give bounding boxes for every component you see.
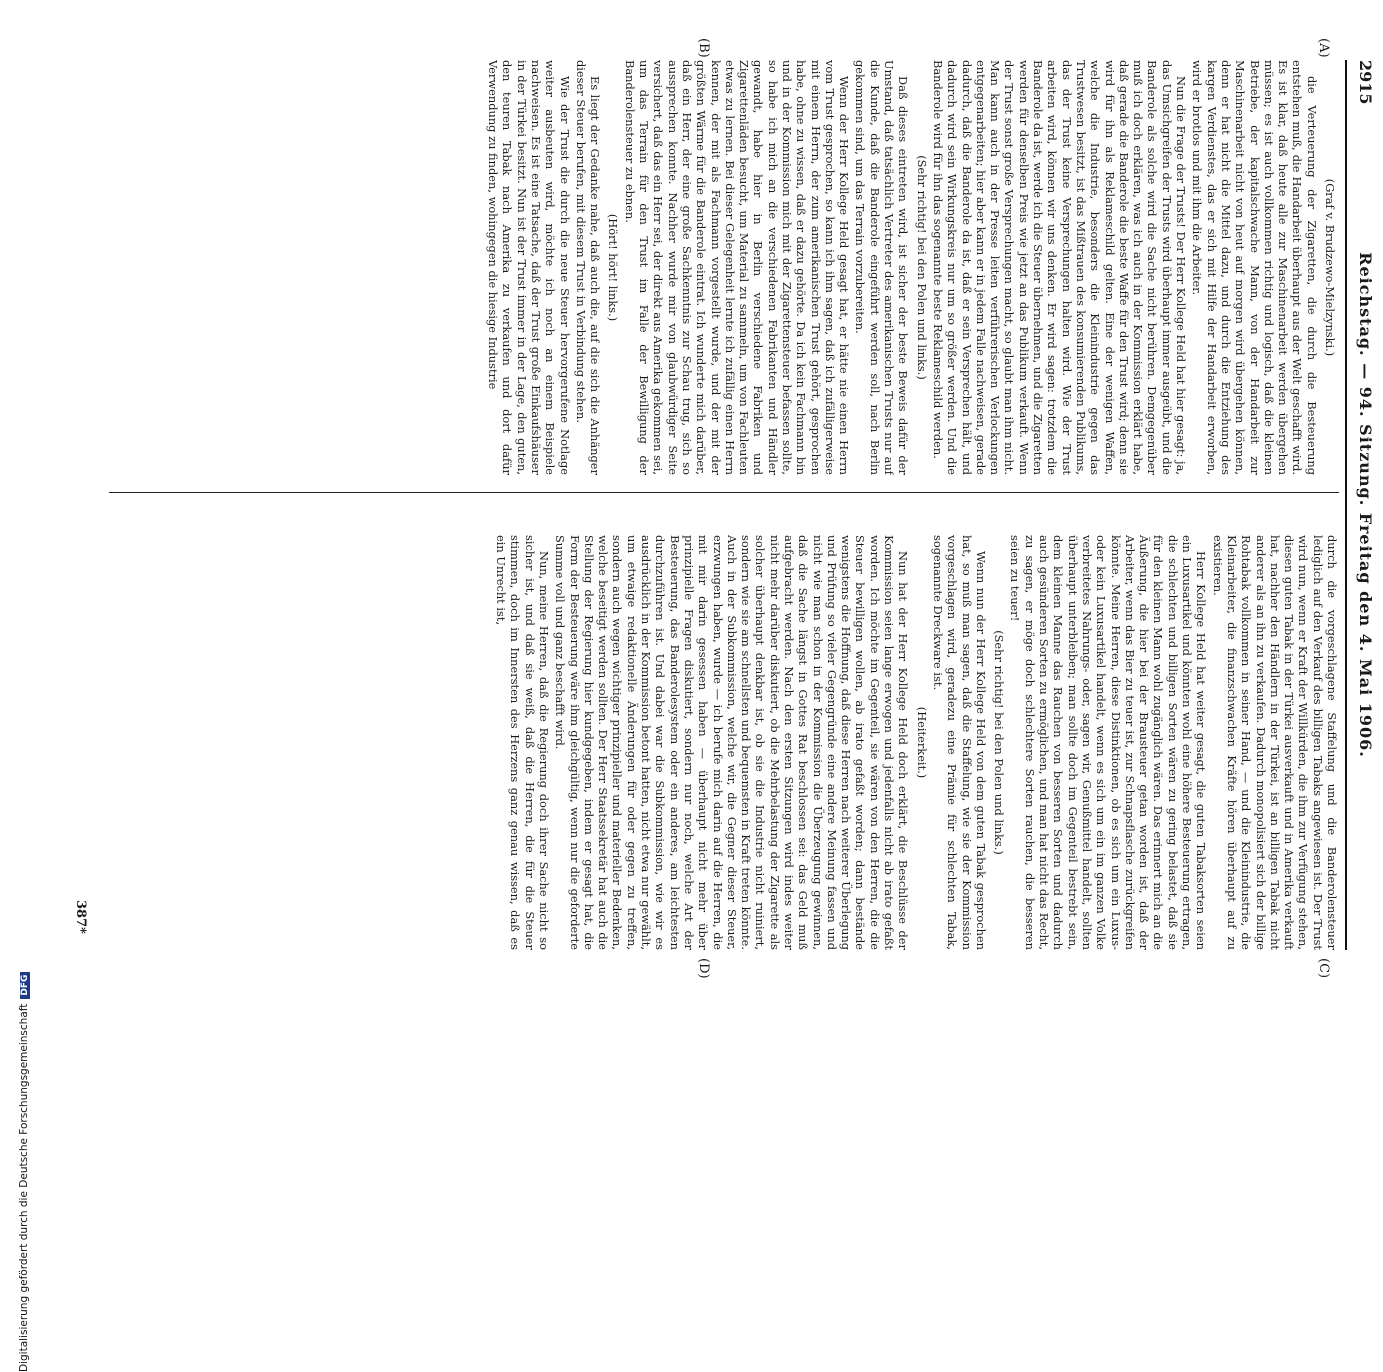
margin-marker-c: (C) (1316, 958, 1331, 979)
signature-mark: 387* (73, 900, 88, 934)
dfg-logo-icon: DFG (20, 972, 30, 999)
interjection: (Heiterkeit.) (914, 706, 929, 779)
text-column-left (94, 60, 1339, 475)
interjection: (Sehr richtig! bei den Polen und links.) (914, 155, 929, 380)
paragraph: Nun, meine Herren, daß die Regierung doch ihrer Sache nicht so sicher ist, und daß sie weiß, daß die Herren, die für die Steuer stimmen, doch im Innersten des Herzens ganz genau wissen, daß es ein Unrecht ist, (494, 535, 551, 950)
column-divider (109, 492, 1339, 493)
interjection: (Sehr richtig! bei den Polen und links.) (992, 630, 1007, 855)
margin-marker-d: (D) (696, 958, 711, 979)
speaker-label: (Graf v. Brudzewo-Mielzynski.) (1323, 178, 1337, 357)
header-title: Reichstag. — 94. Sitzung. Freitag den 4. Mai 1906. (1356, 252, 1375, 758)
paragraph: die Verteuerung der Zigaretten, die durch die Besteuerung entstehen muß, die Handarbeit überhaupt aus der Welt geschafft wird. Es ist klar, daß heute alle zur Maschinenarbeit werden übergehen müssen; es ist auch vollkommen richtig und logisch, daß die kleinen Betriebe, der kapitalschwache Mann, von der Handarbeit zur Maschinenarbeit nicht von heut auf morgen wird übergehen können, denn er hat nicht die Mittel dazu, und durch die Entziehung des kargen Verdienstes, das er sich mit Hilfe der Handarbeit erworben, wird er brotlos und mit ihm die Arbeiter. (1190, 60, 1319, 475)
margin-marker-a: (A) (1316, 38, 1331, 58)
paragraph: Wenn nun der Herr Kollege Held von dem guten Tabak gesprochen hat, so muß man sagen, daß die Staffelung, wie sie der Kommission vorgeschlagen wird, geradezu eine Prämie für schlechten Tabak, sogenannte Dreckware ist. (930, 535, 988, 950)
paragraph: Wie der Trust die durch die neue Steuer hervorgerufene Notlage weiter ausbeuten wird, möchte ich noch an einem Beispiele nachweisen. Es ist eine Tatsache, daß der Trust große Einkaufshäuser in der Türkei besitzt. Nun ist der Trust immer in der Lage, den guten, den teuren Tabak nach Amerika zu verkaufen und dort dafür Verwendung zu finden, wohingegen die hiesige Industrie (486, 60, 572, 475)
margin-marker-b: (B) (696, 38, 711, 58)
paragraph: durch die vorgeschlagene Staffelung und die Banderolensteuer lediglich auf den Verkauf des billigen Tabaks angewiesen ist. Der Trust wird nun, wenn er Kraft der Willkürden, die ihm zur Verfügung stehen, diesen guten Tabak in der Türkei ausverkauft und in Amerika verkauft hat, nachher den Händlern in der Türkei, ist an billigen Tabak nicht anderer als an ihn zu verkaufen. Dadurch monopolisiert sich der billige Rohtabak vollkommen in seiner Hand, — und die Kleinindustrie, die Kleinarbeiter, die finanzschwachen Kräfte hören überhaupt auf zu existieren. (1210, 535, 1339, 950)
interjection: (Hört! hört! links.) (606, 213, 621, 322)
digitization-credit-text: Digitalisierung gefördert durch die Deutsche Forschungsgemeinschaft (18, 1003, 30, 1372)
paragraph: Nun die Frage der Trusts! Der Herr Kollege Held hat hier gesagt: ja, das Umsichgreifen der Trusts wird überhaupt immer ausgeübt, und die Banderole als solche wird die Sache nicht berühren. Demgegenüber muß ich doch erklären, was ich auch in der Kommission erklärt habe, daß gerade die Banderole die beste Waffe für den Trust wird; denn sie wird für ihn als Reklameschild gelten. Eine der wenigen Waffen, welche die Industrie, besonders die Kleinindustrie gegen das Trustwesen besitzt, ist das Mißtrauen des konsumierenden Publikums, das der Trust keine Versprechungen halten wird. Wie der Trust arbeiten wird, können wir uns denken. Er wird sagen: trotzdem die Banderole da ist, werde ich die Steuer übernehmen, und die Zigaretten werden für denselben Preis wie jetzt an das Publikum verkauft. Wenn der Trust sonst große Versprechungen macht, so glaubt man ihm nicht. Man kann auch in der Presse leiten verführerischen Verlockungen entgegenarbeiten; hier aber kann er in jedem Falle nachweisen, gerade dadurch, daß die Banderole da ist, daß er sein Versprechen hält, und dadurch wird sein Wirkungskreis nur um so größer werden. Und die Banderole wird für ihn das sogenannte beste Reklameschild werden. (930, 60, 1189, 475)
digitization-credit (18, 972, 30, 1372)
paragraph: Herr Kollege Held hat weiter gesagt, die guten Tabaksorten seien ein Luxusartikel und könnten wohl eine höhere Besteuerung ertragen, die schlechten und billigen Sorten wären zu gering belastet, daß sie für den kleinen Mann wohl zugänglich wären. Das erinnert mich an die Äußerung, die hier bei der Brausteuer getan worden ist, daß der Arbeiter, wenn das Bier zu teuer ist, zur Schnapsflasche zurückgreifen könnte. Meine Herren, diese Distinktionen, ob es sich um ein Luxus- oder kein Luxusartikel handelt, wenn es sich um ein im ganzen Volke verbreitetes Nahrungs- oder, sagen wir, Genußmittel handelt, sollten überhaupt unterbleiben; man sollte doch im Gegenteil bestrebt sein, dem kleinen Manne das Rauchen von besseren Sorten und dadurch auch gesünderen Sorten zu ermöglichen, und man hat nicht das Recht, zu sagen, er möge doch schlechtere Sorten rauchen, die besseren seien zu teuer! (1008, 535, 1209, 950)
paragraph: Wenn der Herr Kollege Held gesagt hat, er hätte nie einen Herrn vom Trust gesprochen, so kann ich ihm sagen, daß ich zufälligerweise mit einem Herrn, der zum amerikanischen Trust gehört, gesprochen habe, ohne zu wissen, daß er dazu gehörte. Da ich kein Fachmann bin und in der Kommission mich mit der Zigarettensteuer befassen sollte, so habe ich mich an die verschiedenen Fabrikanten und Händler gewandt, habe hier in Berlin verschiedene Fabriken und Zigarettenläden besucht, um Material zu sammeln, um von Fachleuten etwas zu lernen. Bei dieser Gelegenheit lernte ich zufällig einen Herrn kennen, der mit als Fachmann vorgestellt wurde, und der mit der größten Wärme für die Banderole eintrat. Ich wunderte mich darüber, daß ein Herr, der eine große Sachkenntnis zur Schau trug, sich so aussprechen konnte. Nachher wurde mir von glaubwürdiger Seite versichert, daß das ein Herr sei, der direkt aus Amerika gekommen sei, um das Terrain für den Trust im Falle der Bewilligung der Banderolensteuer zu ebnen. (622, 60, 852, 475)
header-rule (1345, 60, 1347, 950)
paragraph: Daß dieses eintreten wird, ist sicher der beste Beweis dafür der Umstand, daß tatsächlich Vertreter des amerikanischen Trusts nur auf die Kunde, daß die Banderole eingeführt werden soll, nach Berlin gekommen sind, um das Terrain vorzubereiten. (853, 60, 911, 475)
running-header (1351, 60, 1375, 950)
paragraph: Nun hat der Herr Kollege Held doch erklärt, die Beschlüsse der Kommission seien lange erwogen und jedenfalls nicht ab irato gefaßt worden. Ich möchte im Gegenteil, sie wären von den Herren, die die Steuer bewilligen wollen, ab irato gefaßt worden; dann bestände wenigstens die Hoffnung, daß diese Herren nach weiterer Überlegung und Prüfung so vieler Gegengründe eine andere Meinung fassen und nicht wie man schon in der Kommission die Überzeugung gewinnen, daß die Sache längst in Gottes Rat beschlossen sei: das Geld muß aufgebracht werden. Nach den ersten Sitzungen wird indes weiter nicht mehr darüber diskutiert, ob die Mehrbelastung der Zigarette als solcher überhaupt denkbar ist, ob sie die Industrie nicht ruiniert, sondern wie sie am schnellsten und bequemsten in Kraft treten könnte. Auch in der Subkommission, welche wir, die Gegner dieser Steuer, erzwungen haben, wurde — ich berufe mich darin auf die Herren, die mit mir darin gesessen haben — überhaupt nicht mehr über prinzipielle Fragen diskutiert, sondern nur noch, welche Art der Besteuerung, das Banderolesystem oder ein anderes, am leichtesten durchzuführen ist. Und dabei war die Subkommission, wie wir es ausdrücklich in der Kommission betont hatten, nicht etwa nur gewählt, um etwaige redaktionelle Änderungen für oder gegen zu treffen, sondern auch wegen wichtiger prinzipieller und materieller Bedenken, welche beseitigt werden sollten. Der Herr Staatssekretär hat auch die Stellung der Regierung hier kundgegeben, indem er gesagt hat, die Form der Besteuerung wäre ihm gleichgültig, wenn nur die geforderte Summe voll und ganz beschafft wird. (553, 535, 911, 950)
paragraph: Es liegt der Gedanke nahe, daß auch die, auf die sich die Anhänger dieser Steuer berufen, mit diesem Trust in Verbindung stehen. (573, 60, 603, 475)
page-number: 2915 (1356, 60, 1375, 105)
text-column-right (109, 535, 1339, 950)
